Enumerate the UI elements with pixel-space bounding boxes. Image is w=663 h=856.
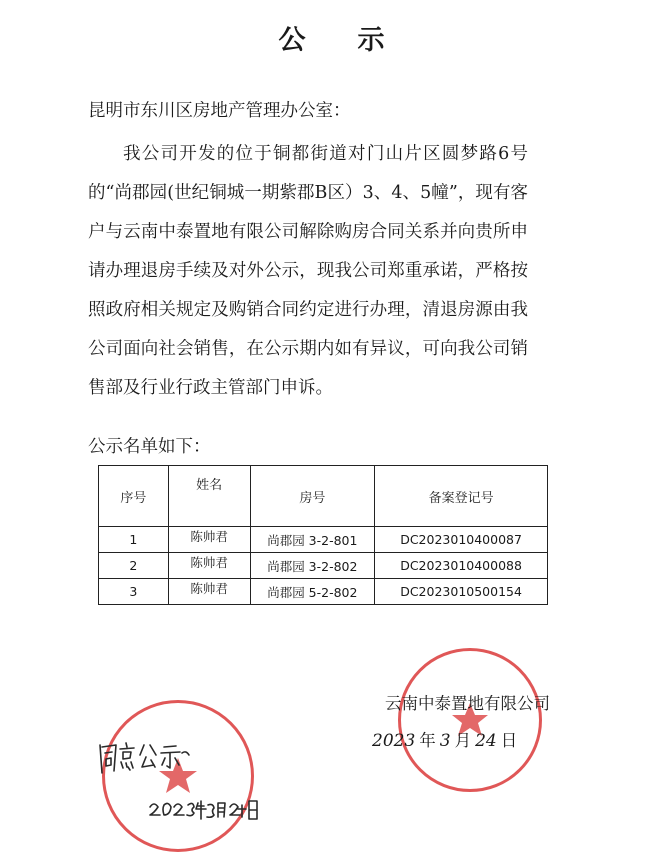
date-day-unit: 日	[500, 731, 518, 750]
handwritten-approval	[94, 735, 264, 835]
page-title: 公示	[278, 25, 437, 56]
cell-serial: 3	[99, 579, 169, 605]
cell-record-number: DC2023010500154	[375, 579, 548, 605]
cell-room: 尚郡园 3-2-802	[250, 553, 375, 579]
table-row	[99, 553, 548, 579]
cell-name: 陈帅君	[168, 553, 250, 579]
date-month: 3	[439, 731, 451, 751]
cell-record-number: DC2023010400087	[375, 527, 548, 553]
table-row	[99, 579, 548, 605]
cell-room: 尚郡园 3-2-801	[250, 527, 375, 553]
header-room: 房号	[250, 466, 375, 527]
cell-serial: 1	[99, 527, 169, 553]
company-signature: 云南中泰置地有限公司	[385, 694, 550, 713]
roster-table	[98, 465, 548, 605]
table-header-row	[99, 466, 548, 527]
date-year-unit: 年	[419, 731, 436, 750]
notice-body: 我公司开发的位于铜都街道对门山片区圆梦路6号的“尚郡园(世纪铜城一期紫郡B区）3、4、5幢”，现有客户与云南中泰置地有限公司解除购房合同关系并向贵所申请办理退房手续及对外公示，现我公司郑重承诺，严格按照政府相关规定及购销合同约定进行办理，清退房源由我公司面向社会销售，在公示期内如有异议，可向我公司销售部及行业行政主管部门申诉。	[88, 144, 528, 398]
date-day: 24	[475, 731, 497, 751]
addressee: 昆明市东川区房地产管理办公室：	[88, 101, 351, 121]
header-record-number: 备案登记号	[375, 466, 548, 527]
company-seal-star-icon	[401, 651, 539, 789]
header-name: 姓名	[168, 466, 250, 527]
company-seal	[398, 648, 542, 792]
date-year: 2023	[372, 731, 416, 751]
signature-date	[372, 727, 517, 751]
list-label: 公示名单如下：	[88, 437, 211, 457]
cell-room: 尚郡园 5-2-802	[250, 579, 375, 605]
cell-name: 陈帅君	[168, 579, 250, 605]
cell-serial: 2	[99, 553, 169, 579]
cell-name: 陈帅君	[168, 527, 250, 553]
header-serial: 序号	[99, 466, 169, 527]
cell-record-number: DC2023010400088	[375, 553, 548, 579]
date-month-unit: 月	[454, 731, 472, 750]
table-row	[99, 527, 548, 553]
